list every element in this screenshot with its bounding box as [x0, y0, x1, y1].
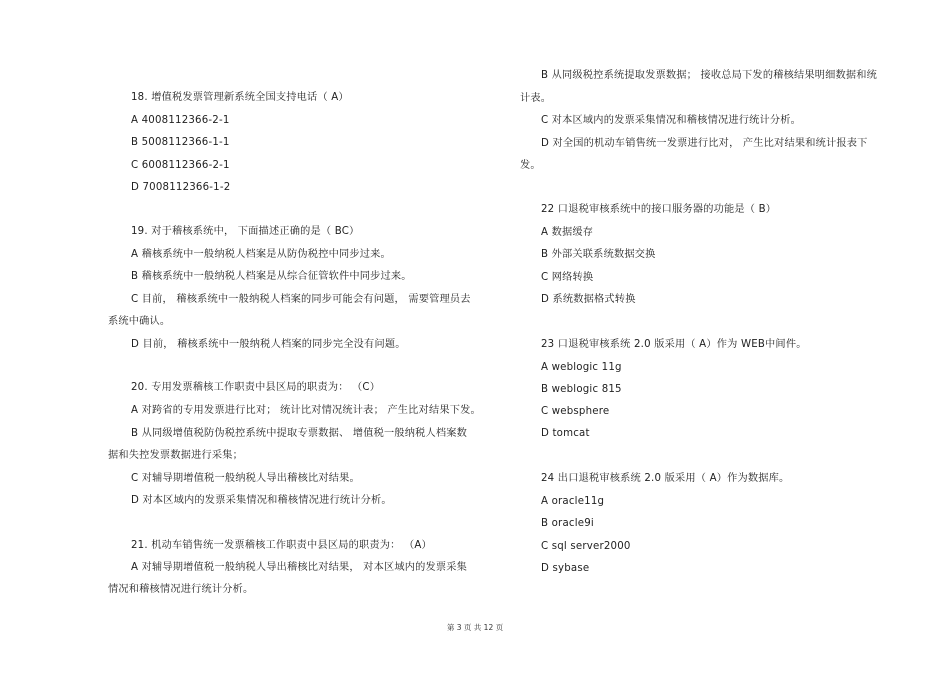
question-21: 21. 机动车销售统一发票稽核工作职责中县区局的职责为： （A）: [131, 540, 432, 551]
q22-option-c: C 网络转换: [541, 272, 594, 283]
q20-option-c: C 对辅导期增值税一般纳税人导出稽核比对结果。: [131, 473, 360, 484]
q22-option-d: D 系统数据格式转换: [541, 294, 636, 305]
q23-option-a: A weblogic 11g: [541, 362, 622, 373]
q22-option-a: A 数据缓存: [541, 227, 594, 238]
q19-option-a: A 稽核系统中一般纳税人档案是从防伪税控中同步过来。: [131, 249, 391, 260]
q20-option-b-cont: 据和失控发票数据进行采集；: [108, 450, 244, 461]
q19-option-b: B 稽核系统中一般纳税人档案是从综合征管软件中同步过来。: [131, 271, 412, 282]
q20-option-a: A 对跨省的专用发票进行比对； 统计比对情况统计表； 产生比对结果下发。: [131, 405, 481, 416]
question-24: 24 出口退税审核系统 2.0 版采用（ A）作为数据库。: [541, 473, 790, 484]
question-20: 20. 专用发票稽核工作职责中县区局的职责为： （C）: [131, 382, 381, 393]
page-number-footer: 第 3 页 共 12 页: [446, 623, 504, 632]
q20-option-b: B 从同级增值税防伪税控系统中提取专票数据、 增值税一般纳税人档案数: [131, 428, 468, 439]
question-22: 22 口退税审核系统中的接口服务器的功能是（ B）: [541, 204, 777, 215]
q23-option-c: C websphere: [541, 406, 610, 417]
q24-option-d: D sybase: [541, 563, 590, 574]
q19-option-d: D 目前， 稽核系统中一般纳税人档案的同步完全没有问题。: [131, 339, 406, 350]
question-23: 23 口退税审核系统 2.0 版采用（ A）作为 WEB中间件。: [541, 339, 807, 350]
q19-option-c-cont: 系统中确认。: [108, 316, 171, 327]
q21-option-c: C 对本区域内的发票采集情况和稽核情况进行统计分析。: [541, 115, 802, 126]
q18-option-c: C 6008112366-2-1: [131, 160, 230, 171]
q21-option-b-cont: 计表。: [520, 93, 552, 104]
q23-option-b: B weblogic 815: [541, 384, 622, 395]
q21-option-d-cont: 发。: [520, 160, 541, 171]
q21-option-a: A 对辅导期增值税一般纳税人导出稽核比对结果， 对本区域内的发票采集: [131, 562, 468, 573]
q21-option-d: D 对全国的机动车销售统一发票进行比对， 产生比对结果和统计报表下: [541, 138, 868, 149]
q19-option-c: C 目前， 稽核系统中一般纳税人档案的同步可能会有问题， 需要管理员去: [131, 294, 471, 305]
q20-option-d: D 对本区域内的发票采集情况和稽核情况进行统计分析。: [131, 495, 392, 506]
q21-option-b: B 从同级税控系统提取发票数据； 接收总局下发的稽核结果明细数据和统: [541, 70, 878, 81]
q23-option-d: D tomcat: [541, 428, 590, 439]
q24-option-a: A oracle11g: [541, 496, 605, 507]
q18-option-d: D 7008112366-1-2: [131, 182, 231, 193]
q21-option-a-cont: 情况和稽核情况进行统计分析。: [108, 584, 254, 595]
question-19: 19. 对于稽核系统中， 下面描述正确的是（ BC）: [131, 226, 360, 237]
q22-option-b: B 外部关联系统数据交换: [541, 249, 656, 260]
q24-option-b: B oracle9i: [541, 518, 594, 529]
question-18: 18. 增值税发票管理新系统全国支持电话（ A）: [131, 92, 349, 103]
q24-option-c: C sql server2000: [541, 541, 631, 552]
q18-option-a: A 4008112366-2-1: [131, 115, 230, 126]
q18-option-b: B 5008112366-1-1: [131, 137, 230, 148]
